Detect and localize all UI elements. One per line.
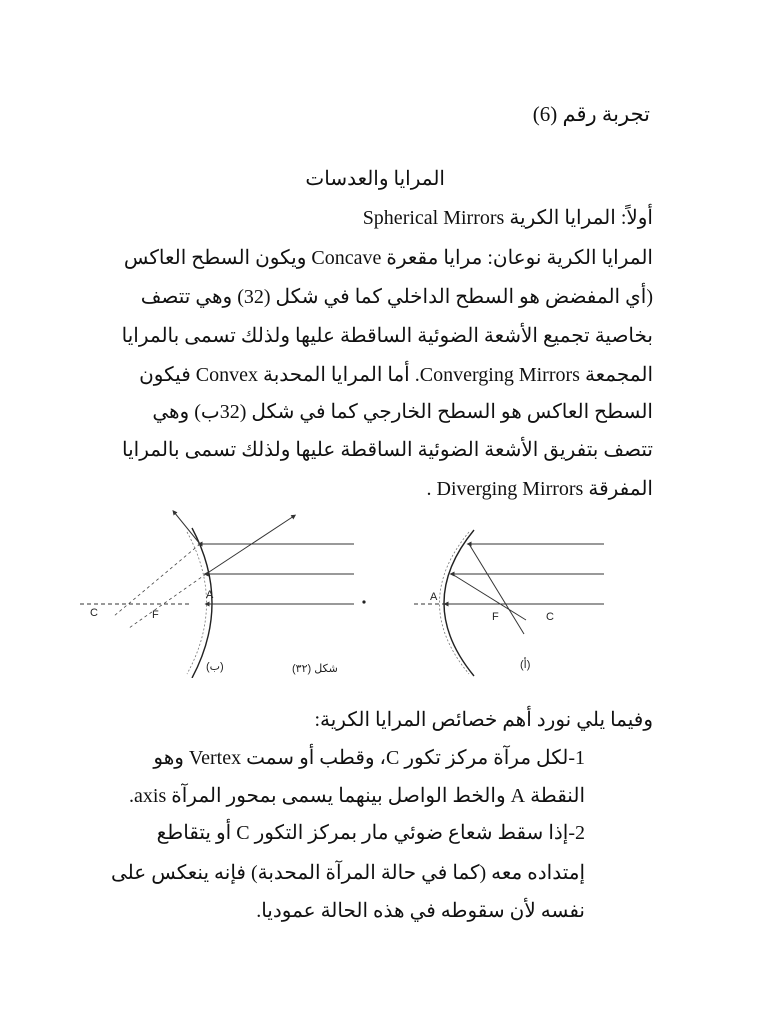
intro-line-4: المجمعة Converging Mirrors. أما المرايا المحدبة Convex فيكون xyxy=(139,364,653,386)
convex-label-a: A xyxy=(206,589,214,601)
topic-heading: المرايا والعدسات xyxy=(305,168,445,190)
convex-label-c: C xyxy=(90,607,98,619)
concave-mirror-diagram xyxy=(414,530,604,676)
concave-label-c: C xyxy=(546,611,554,623)
concave-label-f: F xyxy=(492,611,499,623)
property-1-line-1: 1-لكل مرآة مركز تكور C، وقطب أو سمت Vertex وهو xyxy=(153,747,585,769)
concave-label-a: A xyxy=(430,591,438,603)
section-heading: أولاً: المرايا الكرية Spherical Mirrors xyxy=(362,207,653,229)
property-2-line-2: إمتداده معه (كما في حالة المرآة المحدبة) فإنه ينعكس على xyxy=(111,862,585,884)
property-1-line-2: النقطة A والخط الواصل بينهما يسمى بمحور المرآة axis. xyxy=(129,785,585,807)
intro-line-1: المرايا الكرية نوعان: مرايا مقعرة Concave ويكون السطح العاكس xyxy=(123,247,653,269)
convex-mirror-diagram xyxy=(80,512,354,678)
intro-line-6: تتصف بتفريق الأشعة الضوئية الساقطة عليها ولذلك تسمى بالمرايا xyxy=(122,439,653,461)
experiment-title: تجربة رقم (6) xyxy=(532,102,650,126)
intro-line-5: السطح العاكس هو السطح الخارجي كما في شكل (32ب) وهي xyxy=(152,401,653,423)
property-2-line-3: نفسه لأن سقوطه في هذه الحالة عموديا. xyxy=(256,900,585,922)
mirrors-figure xyxy=(74,508,614,678)
property-2-line-1: 2-إذا سقط شعاع ضوئي مار بمركز التكور C أو يتقاطع xyxy=(156,822,585,844)
intro-line-3: بخاصية تجميع الأشعة الضوئية الساقطة عليها ولذلك تسمى بالمرايا xyxy=(121,325,653,347)
mirrors-diagram xyxy=(74,508,614,678)
intro-line-7: المفرقة Diverging Mirrors . xyxy=(426,478,653,500)
properties-lead: وفيما يلي نورد أهم خصائص المرايا الكرية: xyxy=(314,709,653,731)
concave-tag: (أ) xyxy=(520,659,531,671)
figure-caption: شكل (٣٢) xyxy=(292,663,338,675)
intro-line-2: (أي المفضض هو السطح الداخلي كما في شكل (32) وهي تتصف xyxy=(140,286,653,308)
convex-label-f: F xyxy=(152,609,159,621)
convex-tag: (ب) xyxy=(206,661,224,673)
